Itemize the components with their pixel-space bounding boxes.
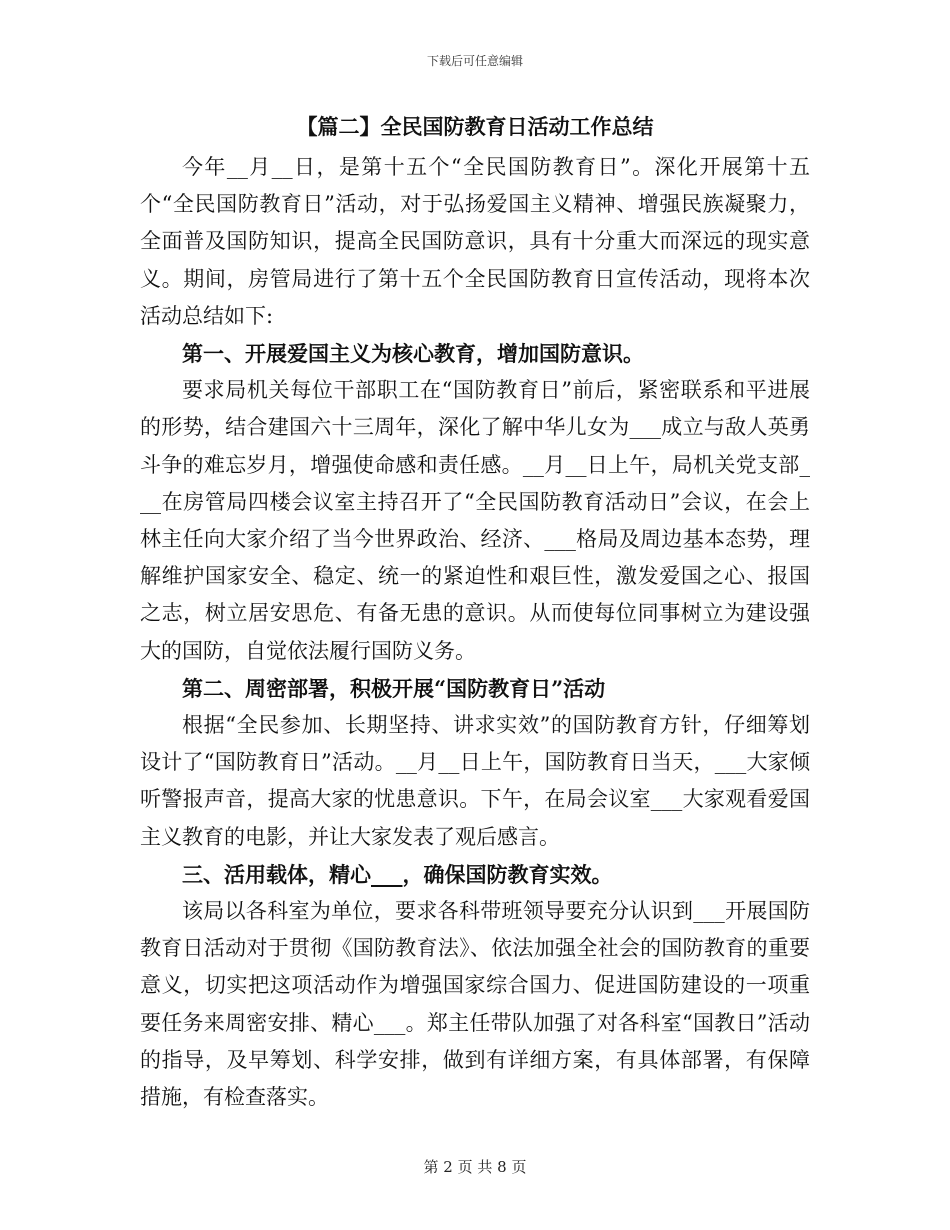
section-3-heading: 三、活用载体，精心___，确保国防教育实效。 [182, 861, 613, 887]
section-2-heading: 第二、周密部署，积极开展“国防教育日”活动 [182, 675, 606, 701]
section-3-paragraph: 该局以各科室为单位，要求各科带班领导要充分认识到___开展国防教育日活动对于贯彻《国防教育法》、依法加强全社会的国防教育的重要意义，切实把这项活动作为增强国家综合国力、促进国防建设的一项重要任务来周密安排、精心___。郑主任带队加强了对各科室“国教日”活动的指导，及早筹划、科学安排，做到有详细方案，有具体部署，有保障措施，有检查落实。 [140, 899, 810, 1110]
page-header: 下载后可任意编辑 [426, 54, 523, 68]
section-1-heading: 第一、开展爱国主义为核心教育，增加国防意识。 [182, 341, 644, 367]
document-body [140, 105, 810, 1116]
section-1-paragraph: 要求局机关每位干部职工在“国防教育日”前后，紧密联系和平进展的形势，结合建国六十三周年，深化了解中华儿女为___成立与敌人英勇斗争的难忘岁月，增强使命感和责任感。__月__日上午，局机关党支部___在房管局四楼会议室主持召开了“全民国防教育活动日”会议，在会上林主任向大家介绍了当今世界政治、经济、___格局及周边基本态势，理解维护国家安全、稳定、统一的紧迫性和艰巨性，激发爱国之心、报国之志，树立居安思危、有备无患的意识。从而使每位同事树立为建设强大的国防，自觉依法履行国防义务。 [140, 378, 810, 663]
document-title: 【篇二】全民国防教育日活动工作总结 [296, 114, 654, 139]
page-number: 第 2 页 共 8 页 [423, 1158, 527, 1176]
intro-paragraph: 今年__月__日，是第十五个“全民国防教育日”。深化开展第十五个“全民国防教育日”活动，对于弘扬爱国主义精神、增强民族凝聚力，全面普及国防知识，提高全民国防意识，具有十分重大而深远的现实意义。期间，房管局进行了第十五个全民国防教育日宣传活动，现将本次活动总结如下: [140, 155, 810, 328]
section-2-paragraph: 根据“全民参加、长期坚持、讲求实效”的国防教育方针，仔细筹划设计了“国防教育日”活动。__月__日上午，国防教育日当天，___大家倾听警报声音，提高大家的忧患意识。下午，在局会议室___大家观看爱国主义教育的电影，并让大家发表了观后感言。 [140, 713, 810, 849]
